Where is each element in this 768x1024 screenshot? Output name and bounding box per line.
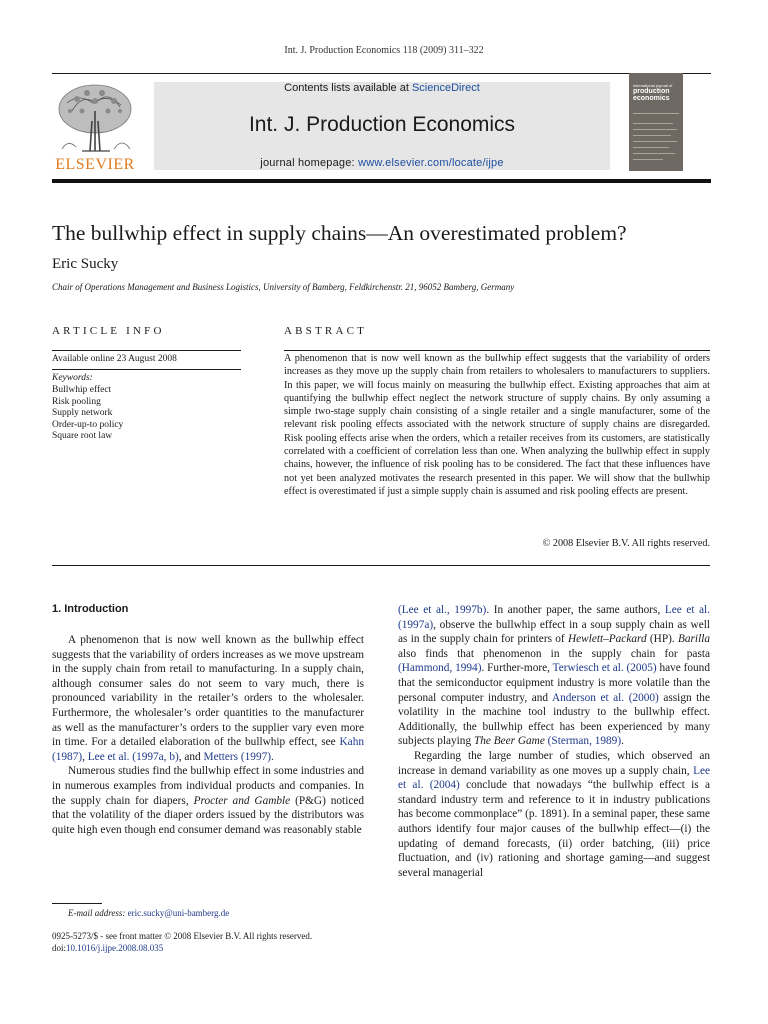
contents-line (154, 82, 610, 94)
paragraph-text: have found that the semiconductor equipment industry is more volatile than the personal computer industry, and (398, 662, 710, 704)
keyword-item: Risk pooling (52, 396, 101, 407)
paragraph-text: . (271, 750, 274, 763)
abstract-copyright: © 2008 Elsevier B.V. All rights reserved. (542, 538, 710, 549)
author-affiliation: Chair of Operations Management and Business Logistics, University of Bamberg, Feldkirchenstr. 21, 96052 Bamberg, Germany (52, 282, 515, 292)
paragraph (52, 764, 364, 837)
issn-line: 0925-5273/$ - see front matter © 2008 Elsevier B.V. All rights reserved. (52, 931, 313, 941)
paragraph-text: Regarding the large number of studies, which observed an increase in demand variability as one moves up a supply chain, (398, 749, 710, 777)
front-matter-rule (52, 565, 710, 566)
email-label: E-mail address: (68, 908, 128, 918)
article-title: The bullwhip effect in supply chains—An overestimated problem? (52, 221, 627, 245)
cover-rule (633, 153, 675, 154)
paragraph-text: . (621, 735, 624, 748)
cover-title-line-2: production (633, 88, 670, 95)
journal-banner (52, 73, 711, 183)
keyword-item: Bullwhip effect (52, 385, 112, 395)
homepage-prefix: journal homepage: (260, 157, 359, 169)
abstract-rule (284, 350, 710, 351)
paragraph-text: . Further-more, (481, 662, 553, 675)
section-heading: 1. Introduction (52, 603, 129, 615)
homepage-link[interactable]: www.elsevier.com/locate/ijpe (358, 157, 504, 169)
right-column (398, 603, 710, 880)
cover-title-line-3: economics (633, 95, 670, 102)
publisher-wordmark: ELSEVIER (55, 156, 135, 173)
doi-link[interactable]: 10.1016/j.ijpe.2008.08.035 (66, 943, 164, 953)
keyword-item: Square root law (52, 431, 113, 441)
abstract-heading: ABSTRACT (284, 325, 368, 337)
cover-title-line-1: international journal of (633, 83, 673, 88)
article-info-heading: ARTICLE INFO (52, 325, 165, 337)
cover-rule (633, 141, 677, 142)
contents-prefix: Contents lists available at (284, 82, 412, 94)
paragraph-text: A phenomenon that is now well known as the bullwhip effect suggests that the variability of orders increases as we move upstream in the supply chain from retail to manufacturing. In a supply chain, although consumer sales do not seem to vary much, there is pronounced variability in the retailer’s orders to the wholesaler. Furthermore, the wholesaler’s order quantities to the manufacturer as well as the manufacturer’s orders to the supplier vary even more in time. For a detailed elaboration of the bullwhip effect, see (52, 634, 364, 749)
citation-link[interactable]: Lee et al. (1997a) (398, 604, 711, 631)
paragraph (398, 749, 710, 880)
paragraph-text: , observe the bullwhip effect in a soup supply chain as well as in the supply chain for printers of (398, 618, 710, 646)
citation-link[interactable]: Lee et al. (2004) (398, 764, 710, 792)
company-name: Barilla (677, 633, 710, 646)
citation-link[interactable]: (Sterman, 1989) (547, 735, 622, 748)
cover-rule (633, 135, 671, 136)
keyword-item: Order-up-to policy (52, 419, 124, 430)
doi-line (52, 943, 163, 953)
citation-link[interactable]: Kahn (1987) (52, 736, 364, 763)
journal-cover-thumbnail (629, 73, 683, 171)
citation-link[interactable]: Terwiesch et al. (2005) (552, 662, 657, 675)
company-name: Procter and Gamble (193, 794, 291, 807)
tree-icon (52, 81, 138, 157)
paragraph (398, 603, 710, 749)
citation-link[interactable]: Metters (1997) (203, 750, 271, 763)
cover-rule (633, 113, 679, 114)
paragraph-text: , and (178, 750, 204, 763)
cover-rule (633, 159, 663, 160)
paragraph-text: . In another paper, the same authors, (486, 604, 665, 616)
journal-name: Int. J. Production Economics (248, 113, 516, 136)
paragraph-text: (HP). (646, 633, 678, 646)
email-link[interactable]: eric.sucky@uni-bamberg.de (127, 908, 230, 918)
paragraph-text: Numerous studies find the bullwhip effect in some industries and in numerous examples from individual products and companies. In the supply chain for diapers, (52, 765, 364, 807)
doi-label: doi: (52, 943, 67, 953)
left-column (52, 633, 364, 837)
game-title: The Beer Game (473, 735, 545, 748)
homepage-line (154, 157, 610, 169)
article-info-rule (52, 350, 241, 351)
available-online: Available online 23 August 2008 (52, 354, 177, 364)
cover-title (633, 83, 681, 102)
citation-link[interactable]: (Hammond, 1994) (398, 662, 482, 675)
footnote-rule (52, 903, 102, 904)
paragraph (52, 633, 364, 764)
sciencedirect-link[interactable]: ScienceDirect (411, 82, 480, 94)
banner-top-rule (52, 73, 711, 74)
abstract-body (284, 352, 710, 498)
citation-link[interactable]: (Lee et al., 1997b) (398, 604, 487, 616)
paragraph-text: conclude that nowadays “the bullwhip effect is a standard industry term and reference to it in industry publications has become commonplace” (p. 1891). In a seminal paper, these same authors identify four major causes of the bullwhip effect—(i) the updating of demand forecasts, (ii) order batching, (iii) price fluctuation, and (iv) rationing and shortage gaming—and suggest several managerial (398, 779, 710, 879)
email-footnote (68, 908, 229, 918)
keyword-item: Supply network (52, 408, 113, 418)
banner-bottom-rule (52, 179, 711, 183)
cover-rule (633, 147, 669, 148)
article-info-rule (52, 369, 241, 370)
company-name: Hewlett–Packard (567, 633, 647, 646)
running-head: Int. J. Production Economics 118 (2009) 311–322 (284, 45, 484, 56)
paragraph-text: (P&G) noticed that the volatility of the diaper orders issued by the distributors was quite high even though end consumer demand was reasonably stable (52, 794, 365, 836)
keywords-label: Keywords: (52, 373, 93, 383)
citation-link[interactable]: Lee et al. (1997a, b) (87, 750, 179, 763)
abstract-text: A phenomenon that is now well known as the bullwhip effect suggests that the variability of orders increases as they move up the supply chain from retailers to wholesalers to manufacturers to suppliers. In this paper, we will focus mainly on measuring the bullwhip effect. Existing approaches that aim at quantifying the bullwhip effect neglect the network structure of supply chains. By only assuming a simple two-stage supply chain consisting of a single retailer and a single manufacturer, some of the relevant risk pooling effects associated with the network structure of supply chains are disregarded. Risk pooling effects arise when the orders, which a retailer receives from its customers, are statistically correlated with a coefficient of correlation less than one. When analyzing the bullwhip effect in supply chains, however, the influence of risk pooling has to be considered. The fact that these influences have not yet been analyzed motivates the research presented in this paper. We will show that the bullwhip effect is overestimated if just a simple supply chain is assumed and risk pooling effects are present. (284, 353, 710, 497)
paragraph-text: also finds that phenomenon in the supply chain for pasta (398, 647, 710, 660)
paragraph-text: assign the volatility in the machine tool industry to the bullwhip effect. Additionally, the bullwhip effect has been experienced by many subjects playing (398, 691, 710, 748)
author-name: Eric Sucky (52, 256, 119, 272)
cover-rule (633, 129, 677, 130)
cover-rule (633, 123, 673, 124)
paragraph-text: , (82, 750, 88, 763)
citation-link[interactable]: Anderson et al. (2000) (551, 691, 659, 704)
